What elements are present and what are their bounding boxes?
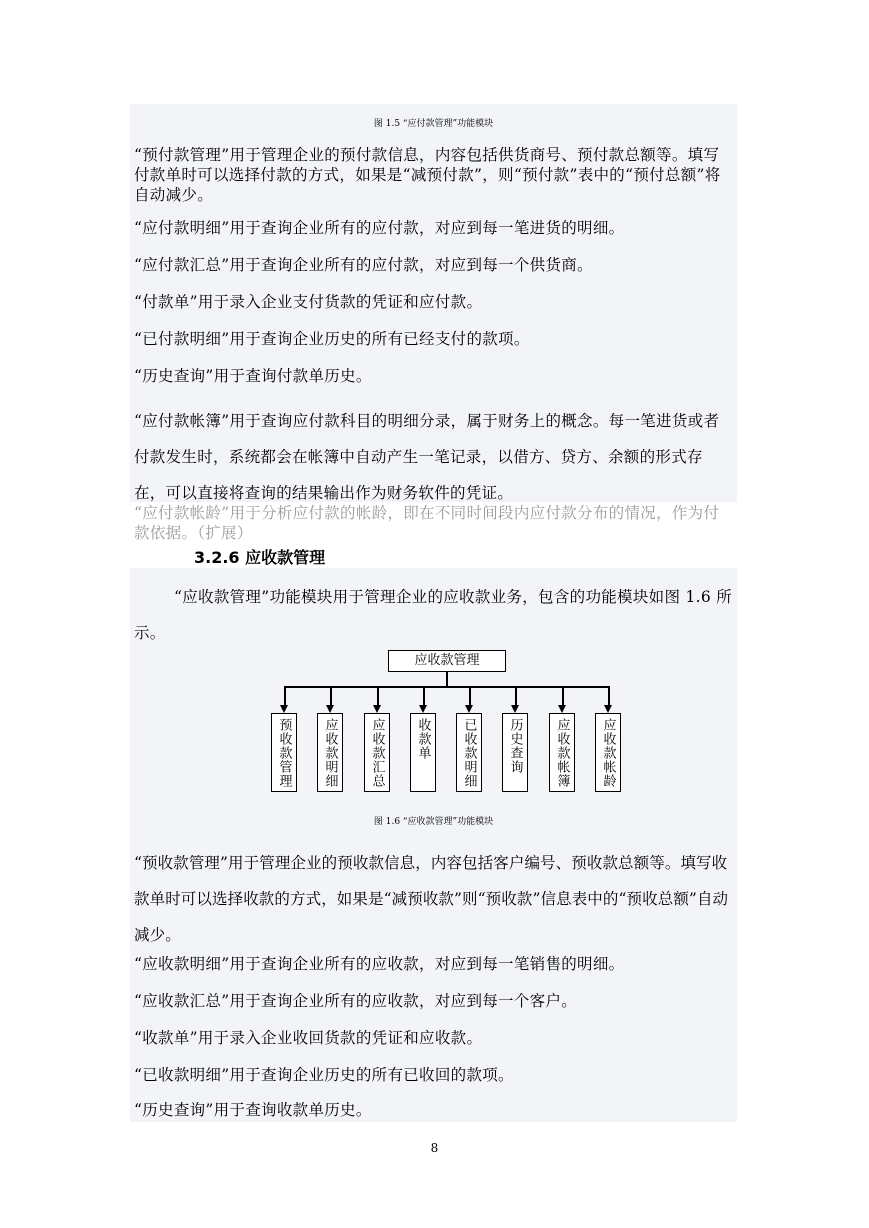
org-chart-branch-line: [608, 686, 610, 706]
org-chart-arrowhead: [280, 705, 288, 713]
paragraph-prereceipt: “预收款管理”用于管理企业的预收款信息，内容包括客户编号、预收款总额等。填写收款单时可以选择收款的方式，如果是“减预收款”则“预收款”信息表中的“预收总额”自动减少。: [134, 854, 729, 944]
paragraph-payment-voucher: “付款单”用于录入企业支付货款的凭证和应付款。: [134, 293, 483, 311]
org-chart-arrowhead: [604, 705, 612, 713]
paragraph-receipt-voucher: “收款单”用于录入企业收回货款的凭证和应收款。: [134, 1029, 483, 1047]
org-chart-arrowhead: [465, 705, 473, 713]
org-chart-branch-line: [562, 686, 564, 706]
paragraph-receipt-history: “历史查询”用于查询收款单历史。: [134, 1101, 372, 1119]
org-chart-bus-line: [284, 686, 609, 688]
org-chart-branch-line: [330, 686, 332, 706]
org-chart-node-history: 历史查询: [502, 713, 528, 792]
org-chart-trunk-line: [446, 672, 448, 687]
org-chart-branch-line: [423, 686, 425, 706]
org-chart-branch-line: [284, 686, 286, 706]
paragraph-receivable-intro: “应收款管理”功能模块用于管理企业的应收款业务，包含的功能模块如图 1.6 所示。: [134, 588, 733, 642]
figure-1-6-caption: 图 1.6 “应收款管理”功能模块: [373, 817, 494, 827]
paragraph-payable-ledger: “应付款帐簿”用于查询应付款科目的明细分录，属于财务上的概念。每一笔进货或者付款发生时，系统都会在帐簿中自动产生一笔记录，以借方、贷方、余额的形式存在，可以直接将查询的结果输出作为财务软件的凭证。: [134, 412, 720, 502]
org-chart-node-receivable-summary: 应收款汇总: [364, 713, 390, 792]
figure-1-5-caption: 图 1.5 “应付款管理”功能模块: [373, 119, 494, 129]
paragraph-payable-aging: “应付款帐龄”用于分析应付款的帐龄，即在不同时间段内应付款分布的情况，作为付款依据。（扩展）: [134, 504, 720, 542]
org-chart-node-prereceipt: 预收款管理: [271, 713, 297, 792]
org-chart-branch-line: [515, 686, 517, 706]
org-chart-branch-line: [377, 686, 379, 706]
paragraph-payable-detail: “应付款明细”用于查询企业所有的应付款，对应到每一笔进货的明细。: [134, 219, 625, 237]
org-chart-arrowhead: [511, 705, 519, 713]
org-chart-root: 应收款管理: [388, 650, 506, 672]
org-chart-node-receipt-voucher: 收款单: [410, 713, 436, 792]
org-chart-arrowhead: [326, 705, 334, 713]
paragraph-paid-detail: “已付款明细”用于查询企业历史的所有已经支付的款项。: [134, 330, 530, 348]
org-chart-node-receivable-detail: 应收款明细: [317, 713, 343, 792]
paragraph-receivable-detail: “应收款明细”用于查询企业所有的应收款，对应到每一笔销售的明细。: [134, 955, 625, 973]
org-chart-arrowhead: [373, 705, 381, 713]
paragraph-receivable-summary: “应收款汇总”用于查询企业所有的应收款，对应到每一个客户。: [134, 992, 578, 1010]
org-chart-branch-line: [469, 686, 471, 706]
paragraph-payment-history: “历史查询”用于查询付款单历史。: [134, 367, 372, 385]
org-chart-arrowhead: [558, 705, 566, 713]
paragraph-payable-summary: “应付款汇总”用于查询企业所有的应付款，对应到每一个供货商。: [134, 256, 593, 274]
org-chart-node-receivable-aging: 应收款帐龄: [595, 713, 621, 792]
org-chart-node-receivable-ledger: 应收款帐簿: [549, 713, 575, 792]
paragraph-received-detail: “已收款明细”用于查询企业历史的所有已收回的款项。: [134, 1066, 514, 1084]
paragraph-prepayment: “预付款管理”用于管理企业的预付款信息，内容包括供货商号、预付款总额等。填写付款单时可以选择付款的方式，如果是“减预付款”，则“预付款”表中的“预付总额”将自动减少。: [134, 146, 721, 204]
section-heading: 3.2.6 应收款管理: [194, 548, 326, 567]
org-chart-arrowhead: [419, 705, 427, 713]
page-number: 8: [430, 1141, 439, 1155]
org-chart-node-received-detail: 已收款明细: [456, 713, 482, 792]
